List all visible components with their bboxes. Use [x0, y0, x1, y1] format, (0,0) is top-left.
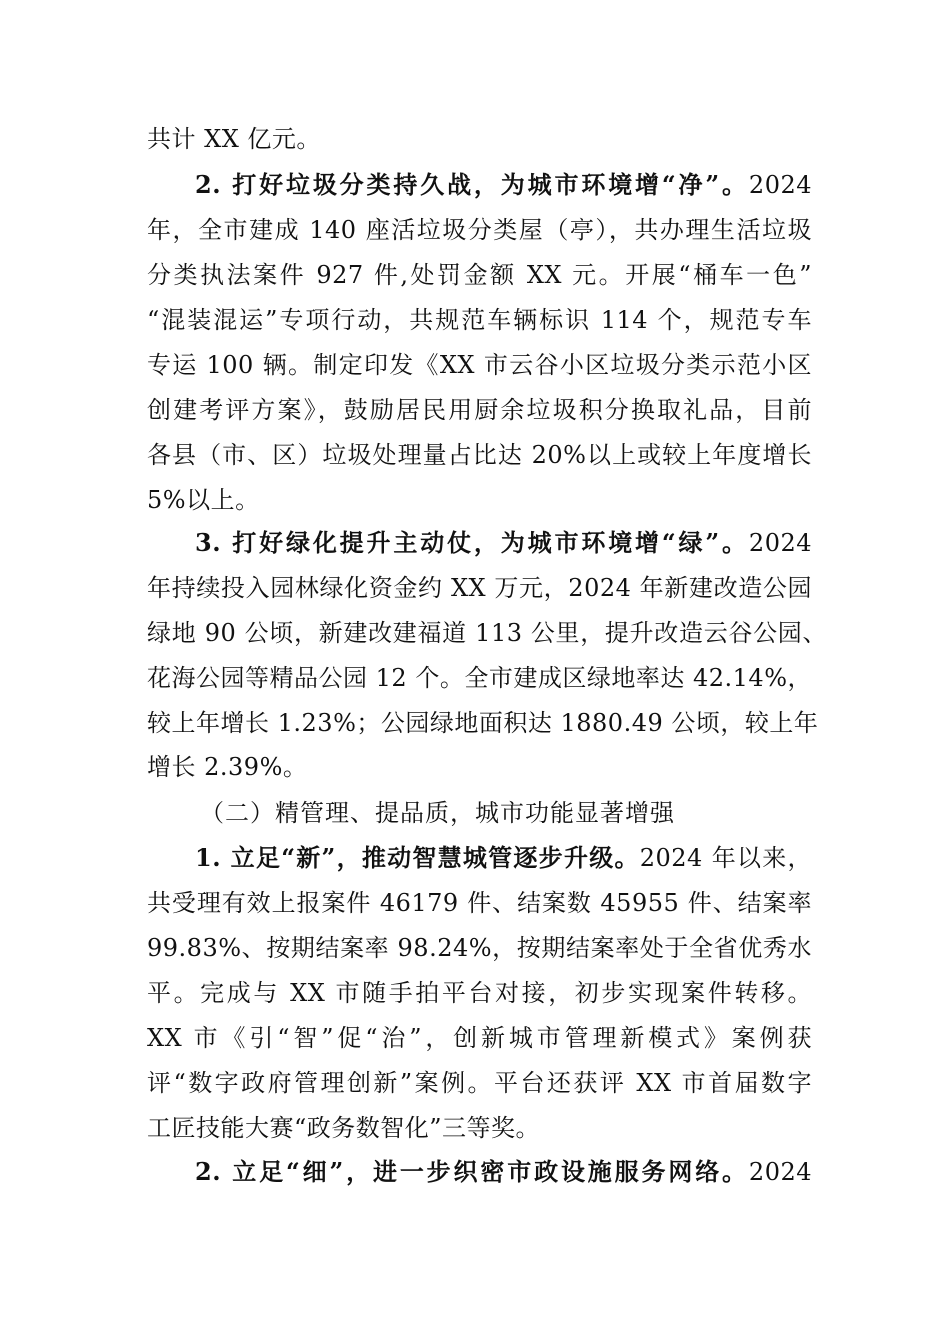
- bold-heading: 2. 打好垃圾分类持久战，为城市环境增“净”。: [195, 170, 749, 199]
- paragraph-line: 共计 XX 亿元。: [147, 125, 321, 153]
- paragraph-line: 平。完成与 XX 市随手拍平台对接，初步实现案件转移。: [147, 979, 812, 1007]
- section-heading-line: 3. 打好绿化提升主动仗，为城市环境增“绿”。2024: [195, 528, 812, 557]
- paragraph-line: 增长 2.39%。: [147, 753, 308, 781]
- paragraph-line: 5%以上。: [147, 486, 260, 514]
- paragraph-line: 各县（市、区）垃圾处理量占比达 20%以上或较上年度增长: [147, 441, 812, 469]
- paragraph-line: 花海公园等精品公园 12 个。全市建成区绿地率达 42.14%，: [147, 664, 812, 692]
- bold-heading: 2. 立足“细”，进一步织密市政设施服务网络。: [195, 1157, 749, 1186]
- paragraph-line: 较上年增长 1.23%；公园绿地面积达 1880.49 公顷，较上年: [147, 709, 819, 737]
- paragraph-line: 绿地 90 公顷，新建改建福道 113 公里，提升改造云谷公园、: [147, 619, 827, 647]
- paragraph-line: 创建考评方案》，鼓励居民用厨余垃圾积分换取礼品，目前: [147, 396, 812, 424]
- paragraph-line: “混装混运”专项行动，共规范车辆标识 114 个，规范专车: [147, 306, 812, 334]
- section-heading-line: 2. 立足“细”，进一步织密市政设施服务网络。2024: [195, 1157, 812, 1186]
- paragraph-line: 共受理有效上报案件 46179 件、结案数 45955 件、结案率: [147, 889, 812, 917]
- paragraph-line: 专运 100 辆。制定印发《XX 市云谷小区垃圾分类示范小区: [147, 351, 812, 379]
- paragraph-line: 分类执法案件 927 件,处罚金额 XX 元。开展“桶车一色”: [147, 261, 812, 289]
- paragraph-line: 年持续投入园林绿化资金约 XX 万元，2024 年新建改造公园: [147, 574, 812, 602]
- paragraph-line: 年，全市建成 140 座活垃圾分类屋（亭），共办理生活垃圾: [147, 216, 812, 244]
- paragraph-line: 99.83%、按期结案率 98.24%，按期结案率处于全省优秀水: [147, 934, 812, 962]
- paragraph-line: 工匠技能大赛“政务数智化”三等奖。: [147, 1114, 541, 1142]
- subsection-heading: （二）精管理、提品质，城市功能显著增强: [200, 799, 675, 827]
- paragraph-line: 评“数字政府管理创新”案例。平台还获评 XX 市首届数字: [147, 1069, 812, 1097]
- bold-heading: 1. 立足“新”，推动智慧城管逐步升级。: [195, 843, 640, 872]
- bold-heading: 3. 打好绿化提升主动仗，为城市环境增“绿”。: [195, 528, 749, 557]
- section-heading-line: 2. 打好垃圾分类持久战，为城市环境增“净”。2024: [195, 170, 812, 199]
- section-heading-line: 1. 立足“新”，推动智慧城管逐步升级。2024 年以来，: [195, 843, 812, 872]
- paragraph-line: XX 市《引“智”促“治”，创新城市管理新模式》案例获: [147, 1024, 812, 1052]
